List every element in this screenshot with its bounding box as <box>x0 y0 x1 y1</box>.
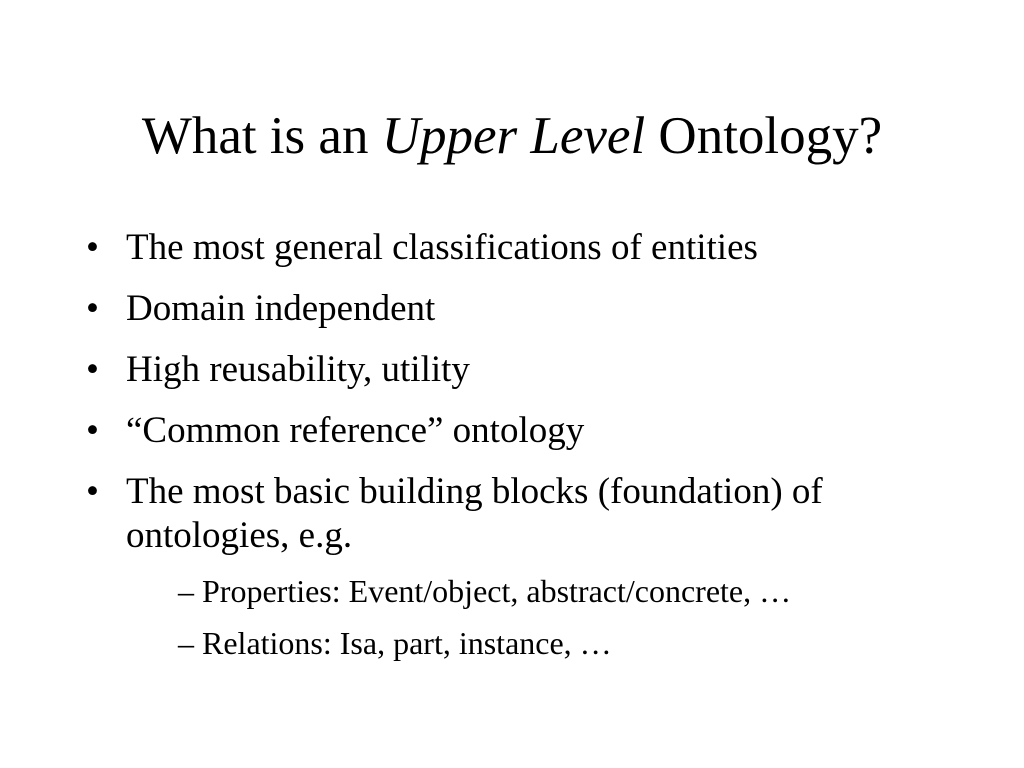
bullet-text: The most general classifications of entities <box>126 227 758 268</box>
bullet-item <box>86 470 986 558</box>
bullet-text: High reusability, utility <box>126 349 470 390</box>
bullet-text: “Common reference” ontology <box>126 410 585 451</box>
bullet-text: The most basic building blocks (foundation) of ontologies, e.g. <box>126 471 823 556</box>
sub-bullet-marker: – <box>178 625 202 661</box>
sub-bullet-list <box>86 572 1024 676</box>
title-suffix: Ontology? <box>645 107 883 165</box>
bullet-item <box>86 226 986 270</box>
bullet-marker: • <box>86 410 99 451</box>
bullet-marker: • <box>86 349 99 390</box>
title-emphasis: Upper Level <box>381 107 646 165</box>
bullet-marker: • <box>86 471 99 512</box>
sub-bullet-marker: – <box>178 573 202 609</box>
bullet-marker: • <box>86 288 99 329</box>
sub-bullet-text: Relations: Isa, part, instance, … <box>202 625 612 661</box>
bullet-list <box>86 226 986 562</box>
title-prefix: What is an <box>141 107 382 165</box>
bullet-item <box>86 409 986 453</box>
slide-title <box>0 104 1024 168</box>
sub-bullet-text: Properties: Event/object, abstract/concrete, … <box>202 573 792 609</box>
bullet-marker: • <box>86 227 99 268</box>
bullet-item <box>86 287 986 331</box>
sub-bullet-item <box>132 624 1024 662</box>
bullet-text: Domain independent <box>126 288 436 329</box>
sub-bullet-item <box>132 572 1024 610</box>
bullet-item <box>86 348 986 392</box>
